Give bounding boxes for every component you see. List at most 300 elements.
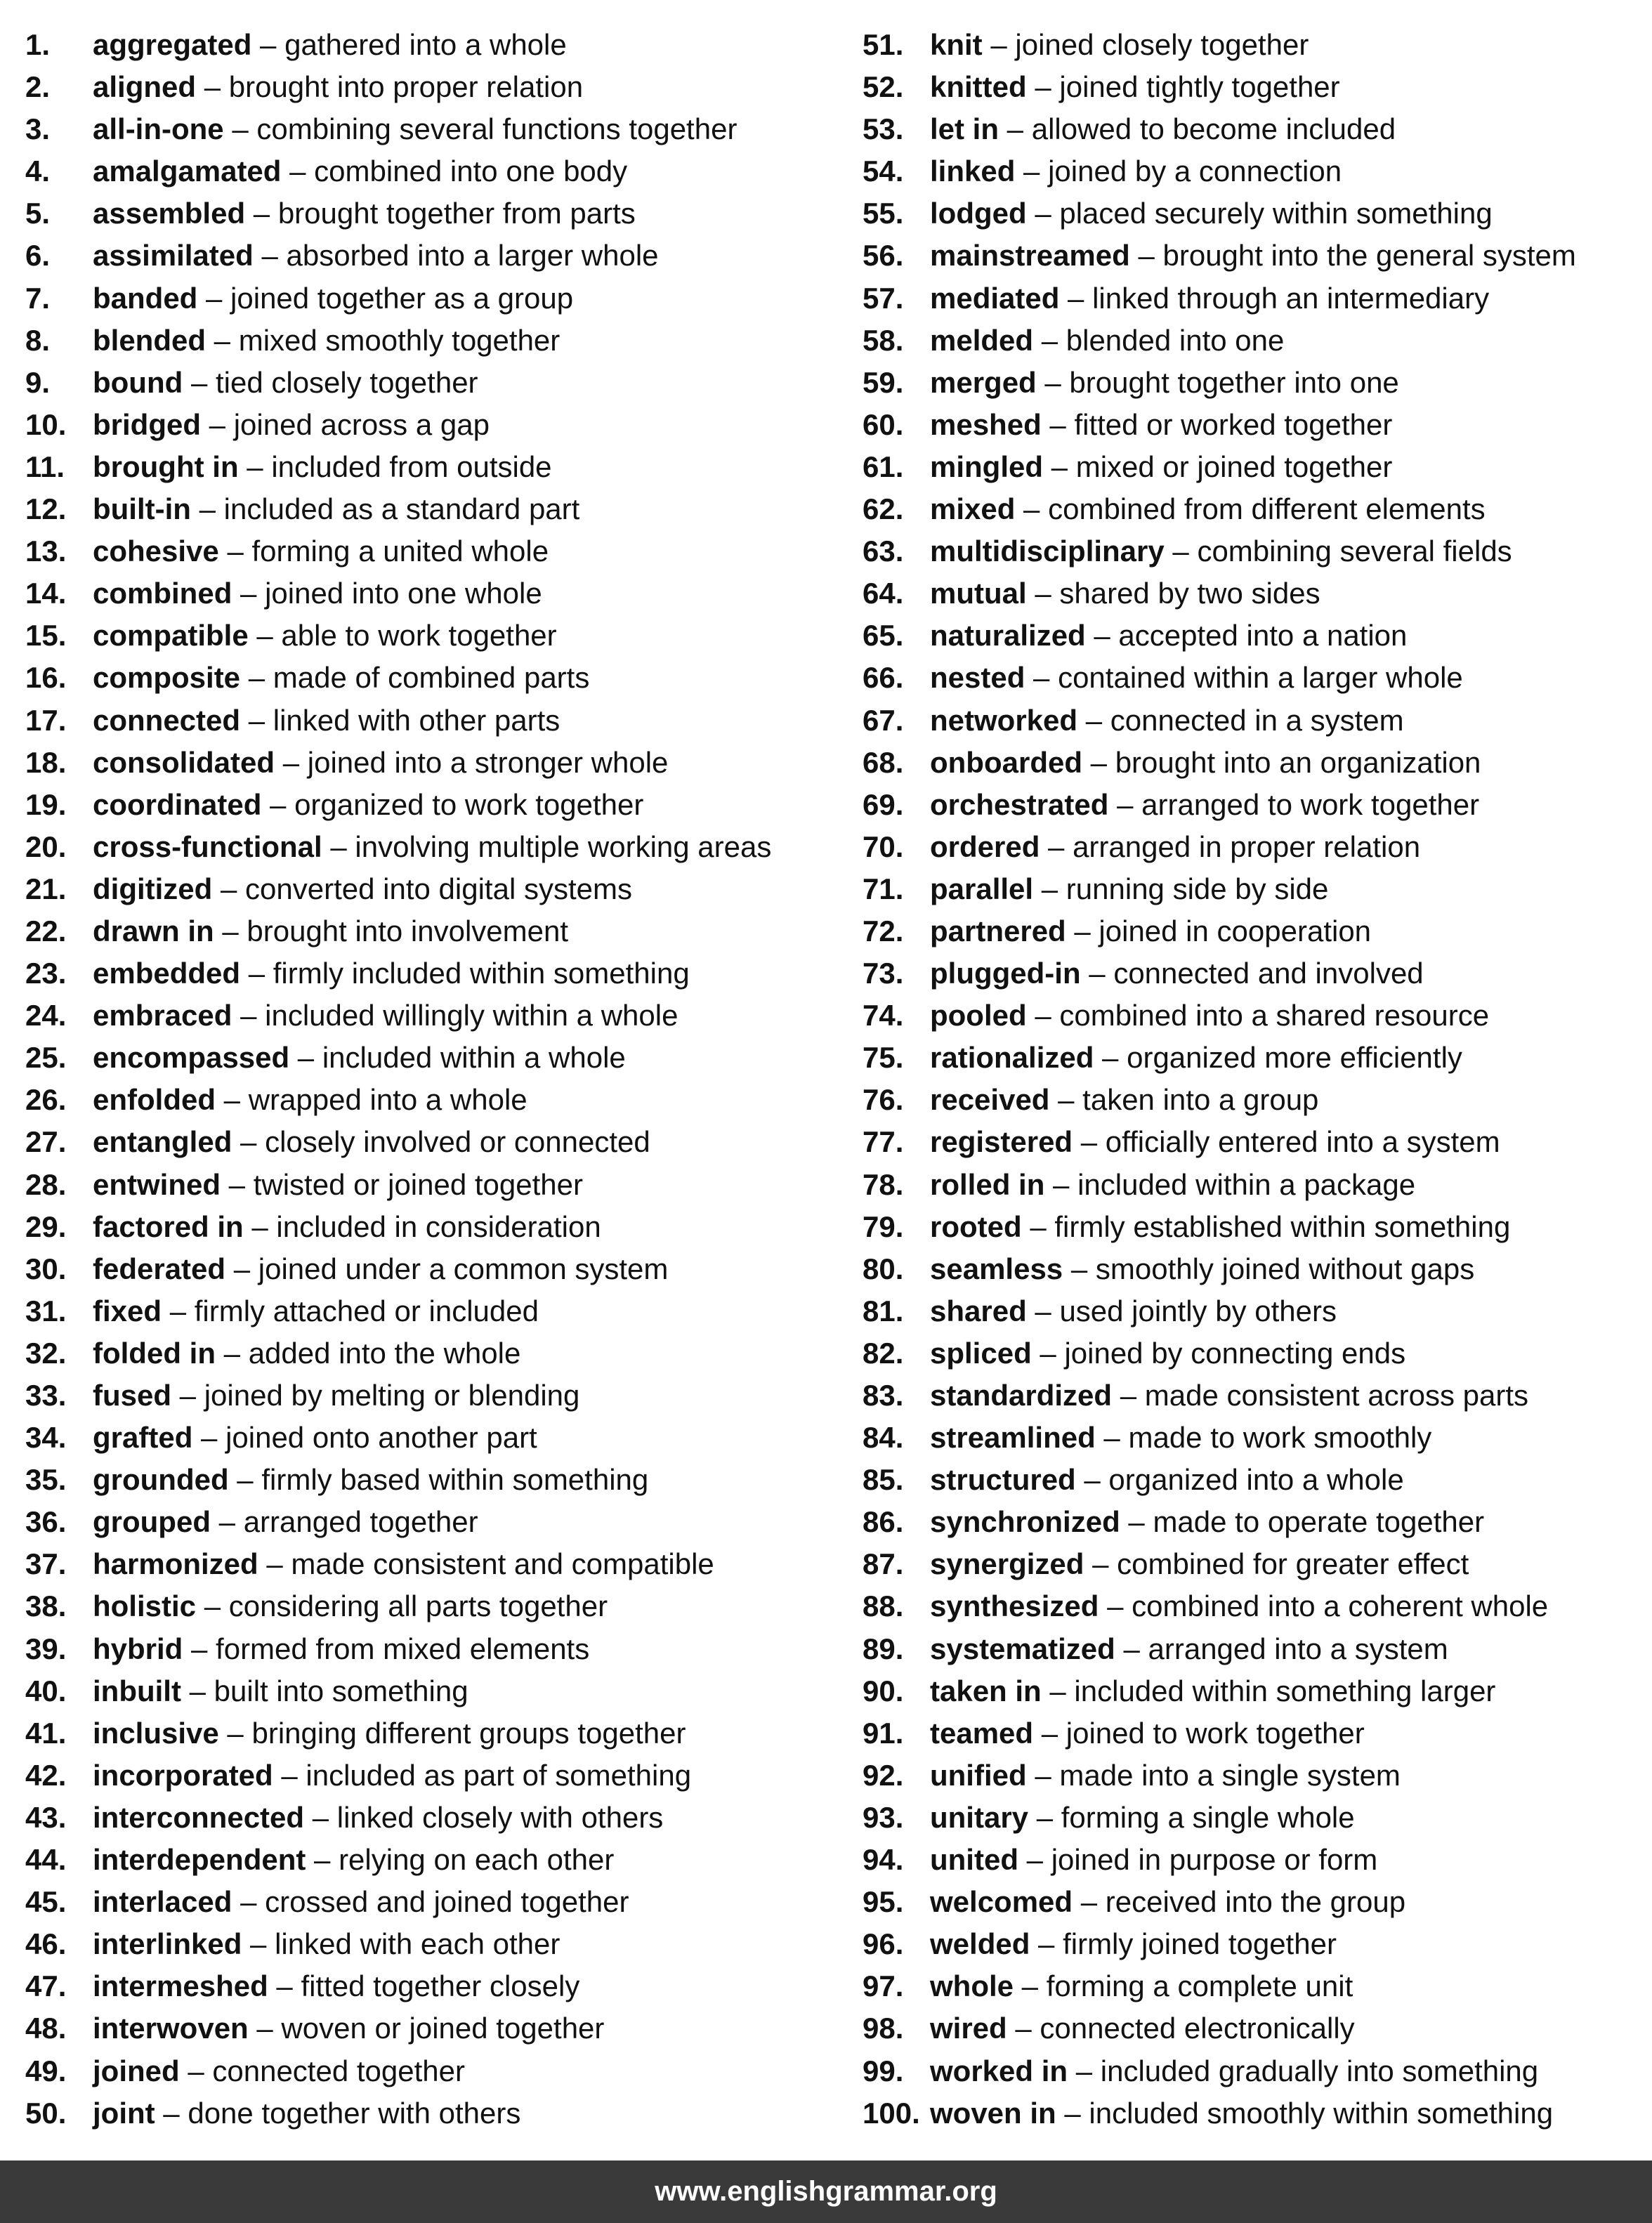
item-definition: combined into one body — [314, 155, 628, 188]
item-term: mediated — [930, 281, 1060, 315]
list-item — [863, 277, 1635, 320]
item-definition: organized to work together — [294, 787, 644, 821]
item-separator: – — [1082, 745, 1115, 779]
list-item — [863, 1248, 1635, 1290]
item-separator: – — [1108, 787, 1142, 821]
item-separator: – — [1095, 1421, 1129, 1455]
item-number: 46. — [25, 1927, 67, 1961]
footer-url: www.englishgrammar.org — [655, 2176, 997, 2207]
item-number: 57. — [863, 281, 904, 315]
list-item — [25, 615, 861, 657]
item-number: 68. — [863, 745, 904, 779]
item-number: 61. — [863, 450, 904, 483]
item-number: 73. — [863, 957, 904, 990]
item-term: multidisciplinary — [930, 535, 1165, 568]
item-definition: joined together as a group — [230, 281, 574, 315]
item-term: interconnected — [93, 1800, 305, 1834]
item-term: let in — [930, 112, 999, 146]
item-number: 58. — [863, 323, 904, 357]
item-definition: connected electronically — [1040, 2012, 1355, 2045]
item-definition: relying on each other — [339, 1843, 615, 1877]
item-number: 95. — [863, 1885, 904, 1919]
item-definition: firmly established within something — [1054, 1209, 1511, 1243]
item-term: networked — [930, 703, 1078, 737]
list-item — [25, 952, 861, 995]
item-definition: combined from different elements — [1048, 492, 1486, 526]
item-term: orchestrated — [930, 787, 1109, 821]
item-number: 99. — [863, 2054, 904, 2087]
item-definition: firmly attached or included — [194, 1294, 539, 1327]
item-definition: included willingly within a whole — [265, 999, 678, 1032]
item-number: 91. — [863, 1716, 904, 1750]
item-definition: bringing different groups together — [251, 1716, 686, 1750]
item-separator: – — [1014, 1969, 1047, 2003]
item-number: 56. — [863, 239, 904, 273]
item-definition: able to work together — [281, 619, 557, 653]
item-separator: – — [183, 365, 216, 399]
item-number: 66. — [863, 661, 904, 695]
item-definition: brought into proper relation — [228, 70, 584, 104]
list-item — [863, 826, 1635, 868]
list-item — [25, 1712, 861, 1755]
list-item — [863, 1755, 1635, 1797]
item-number: 10. — [25, 407, 67, 441]
item-separator: – — [192, 1421, 226, 1455]
item-number: 49. — [25, 2054, 67, 2087]
item-term: consolidated — [93, 745, 275, 779]
list-item — [25, 66, 861, 108]
item-number: 38. — [25, 1589, 67, 1623]
item-separator: – — [214, 914, 247, 947]
item-separator: – — [245, 197, 278, 230]
item-separator: – — [196, 1589, 229, 1623]
list-item — [25, 572, 861, 615]
item-separator: – — [1115, 1632, 1148, 1665]
item-term: factored in — [93, 1209, 244, 1243]
item-separator: – — [1033, 1716, 1066, 1750]
item-term: fused — [93, 1379, 172, 1412]
item-definition: combining several fields — [1197, 535, 1512, 568]
list-item — [863, 657, 1635, 699]
list-item — [863, 150, 1635, 192]
list-item — [25, 1332, 861, 1375]
item-definition: taken into a group — [1082, 1083, 1319, 1117]
item-separator: – — [232, 999, 266, 1032]
item-separator: – — [242, 1927, 275, 1961]
item-definition: firmly joined together — [1063, 1927, 1337, 1961]
list-item — [863, 66, 1635, 108]
list-item — [25, 1459, 861, 1501]
item-number: 4. — [25, 155, 51, 188]
item-term: synchronized — [930, 1505, 1120, 1539]
item-term: incorporated — [93, 1758, 273, 1792]
list-item — [863, 1881, 1635, 1923]
item-definition: running side by side — [1066, 872, 1329, 905]
item-definition: used jointly by others — [1059, 1294, 1337, 1327]
item-term: seamless — [930, 1252, 1063, 1285]
list-item — [863, 1164, 1635, 1206]
list-item — [863, 1923, 1635, 1965]
item-definition: built into something — [214, 1674, 468, 1707]
item-separator: – — [228, 1463, 262, 1497]
item-definition: included from outside — [271, 450, 552, 483]
list-item — [863, 700, 1635, 742]
item-separator: – — [1077, 703, 1110, 737]
item-number: 64. — [863, 577, 904, 610]
list-item — [25, 657, 861, 699]
list-item — [863, 404, 1635, 446]
item-separator: – — [1080, 957, 1114, 990]
item-separator: – — [240, 703, 273, 737]
item-term: spliced — [930, 1336, 1032, 1370]
item-number: 63. — [863, 535, 904, 568]
item-definition: made to operate together — [1153, 1505, 1485, 1539]
list-item — [863, 1206, 1635, 1248]
item-number: 92. — [863, 1758, 904, 1792]
item-number: 27. — [25, 1125, 67, 1159]
item-number: 80. — [863, 1252, 904, 1285]
item-definition: accepted into a nation — [1118, 619, 1408, 653]
list-item — [25, 2007, 861, 2050]
list-item — [25, 1628, 861, 1670]
item-number: 33. — [25, 1379, 67, 1412]
item-term: cross-functional — [93, 829, 322, 863]
item-definition: joined by connecting ends — [1064, 1336, 1406, 1370]
item-term: parallel — [930, 872, 1034, 905]
list-item — [25, 1965, 861, 2007]
list-item — [863, 1712, 1635, 1755]
item-separator: – — [1007, 2012, 1040, 2045]
item-number: 34. — [25, 1421, 67, 1455]
item-separator: – — [1033, 872, 1066, 905]
item-term: aligned — [93, 70, 197, 104]
item-separator: – — [1031, 1336, 1065, 1370]
item-number: 15. — [25, 619, 67, 653]
item-term: federated — [93, 1252, 226, 1285]
item-separator: – — [238, 450, 272, 483]
item-term: melded — [930, 323, 1034, 357]
item-definition: joined in purpose or form — [1051, 1843, 1378, 1877]
item-separator: – — [1068, 2054, 1101, 2087]
item-separator: – — [223, 112, 257, 146]
item-term: nested — [930, 661, 1025, 695]
item-separator: – — [1041, 407, 1075, 441]
item-separator: – — [1112, 1379, 1145, 1412]
item-definition: converted into digital systems — [245, 872, 632, 905]
item-separator: – — [258, 1547, 291, 1581]
item-term: composite — [93, 661, 241, 695]
item-number: 93. — [863, 1800, 904, 1834]
item-number: 14. — [25, 577, 67, 610]
item-separator: – — [1025, 661, 1058, 695]
item-definition: joined closely together — [1015, 28, 1309, 61]
item-definition: forming a single whole — [1061, 1800, 1355, 1834]
item-number: 69. — [863, 787, 904, 821]
item-definition: included as part of something — [306, 1758, 692, 1792]
item-separator: – — [1033, 323, 1066, 357]
list-item — [25, 192, 861, 235]
list-item — [25, 1881, 861, 1923]
item-number: 72. — [863, 914, 904, 947]
item-number: 78. — [863, 1167, 904, 1201]
item-number: 21. — [25, 872, 67, 905]
word-list-column-left — [25, 24, 861, 2135]
list-item — [25, 1839, 861, 1881]
item-term: encompassed — [93, 1041, 290, 1075]
item-definition: included within a package — [1077, 1167, 1416, 1201]
item-term: built-in — [93, 492, 191, 526]
item-separator: – — [1018, 1843, 1051, 1877]
list-item — [863, 2050, 1635, 2092]
item-definition: made consistent and compatible — [291, 1547, 714, 1581]
item-number: 32. — [25, 1336, 67, 1370]
item-number: 45. — [25, 1885, 67, 1919]
item-definition: combining several functions together — [256, 112, 738, 146]
list-item — [863, 1628, 1635, 1670]
item-definition: fitted or worked together — [1074, 407, 1393, 441]
item-definition: formed from mixed elements — [216, 1632, 590, 1665]
item-term: mainstreamed — [930, 239, 1130, 273]
list-item — [863, 1585, 1635, 1627]
word-list-column-right — [863, 24, 1635, 2135]
item-definition: closely involved or connected — [265, 1125, 650, 1159]
list-item — [863, 1670, 1635, 1712]
item-separator: – — [1059, 281, 1093, 315]
item-definition: organized more efficiently — [1127, 1041, 1462, 1075]
list-item — [863, 1543, 1635, 1585]
item-separator: – — [1040, 829, 1073, 863]
item-number: 6. — [25, 239, 51, 273]
item-separator: – — [1085, 619, 1119, 653]
item-number: 31. — [25, 1294, 67, 1327]
item-separator: – — [232, 1885, 266, 1919]
item-term: received — [930, 1083, 1050, 1117]
item-term: blended — [93, 323, 206, 357]
item-separator: – — [1129, 239, 1163, 273]
item-separator: – — [232, 577, 266, 610]
item-separator: – — [1063, 1252, 1096, 1285]
list-item — [863, 192, 1635, 235]
list-item — [25, 1164, 861, 1206]
item-number: 50. — [25, 2096, 67, 2130]
item-term: joined — [93, 2054, 180, 2087]
item-number: 70. — [863, 829, 904, 863]
item-term: coordinated — [93, 787, 262, 821]
item-separator: – — [1026, 1294, 1060, 1327]
list-item — [25, 320, 861, 362]
item-separator: – — [322, 829, 355, 863]
list-item — [25, 1206, 861, 1248]
item-separator: – — [248, 619, 282, 653]
item-term: systematized — [930, 1632, 1115, 1665]
item-definition: twisted or joined together — [253, 1167, 583, 1201]
item-term: mutual — [930, 577, 1027, 610]
list-item — [25, 1670, 861, 1712]
item-number: 97. — [863, 1969, 904, 2003]
item-number: 23. — [25, 957, 67, 990]
item-term: knitted — [930, 70, 1027, 104]
site-footer — [0, 2160, 1652, 2223]
item-term: bound — [93, 365, 183, 399]
list-item — [863, 2007, 1635, 2050]
item-number: 39. — [25, 1632, 67, 1665]
item-definition: gathered into a whole — [284, 28, 567, 61]
item-term: registered — [930, 1125, 1073, 1159]
list-item — [863, 1839, 1635, 1881]
item-definition: linked with other parts — [273, 703, 560, 737]
list-item — [863, 446, 1635, 488]
item-term: worked in — [930, 2054, 1068, 2087]
item-term: holistic — [93, 1589, 197, 1623]
item-number: 13. — [25, 535, 67, 568]
item-definition: made consistent across parts — [1144, 1379, 1529, 1412]
item-separator: – — [206, 323, 239, 357]
list-item — [25, 1543, 861, 1585]
item-number: 96. — [863, 1927, 904, 1961]
item-definition: arranged together — [243, 1505, 478, 1539]
list-item — [863, 1375, 1635, 1417]
item-definition: placed securely within something — [1059, 197, 1493, 230]
item-number: 77. — [863, 1125, 904, 1159]
item-definition: included smoothly within something — [1089, 2096, 1554, 2130]
item-term: enfolded — [93, 1083, 216, 1117]
list-item — [863, 868, 1635, 910]
item-separator: – — [1043, 450, 1076, 483]
item-definition: mixed or joined together — [1075, 450, 1393, 483]
item-definition: arranged in proper relation — [1073, 829, 1421, 863]
item-separator: – — [1026, 999, 1060, 1032]
item-definition: joined onto another part — [225, 1421, 537, 1455]
item-term: fixed — [93, 1294, 162, 1327]
item-term: brought in — [93, 450, 239, 483]
item-separator: – — [275, 745, 308, 779]
item-definition: joined into one whole — [265, 577, 542, 610]
item-number: 5. — [25, 197, 51, 230]
item-term: streamlined — [930, 1421, 1096, 1455]
list-item — [25, 2092, 861, 2135]
item-term: bridged — [93, 407, 201, 441]
list-item — [25, 1797, 861, 1839]
item-definition: added into the whole — [248, 1336, 521, 1370]
item-definition: considering all parts together — [228, 1589, 608, 1623]
item-separator: – — [1084, 1547, 1117, 1581]
item-term: linked — [930, 155, 1016, 188]
item-definition: joined across a gap — [233, 407, 490, 441]
item-separator: – — [268, 1969, 301, 2003]
list-item — [25, 1375, 861, 1417]
item-definition: included as a standard part — [223, 492, 580, 526]
list-item — [863, 1290, 1635, 1332]
list-item — [863, 362, 1635, 404]
item-separator: – — [1041, 1674, 1075, 1707]
item-separator: – — [1026, 577, 1060, 610]
item-number: 71. — [863, 872, 904, 905]
item-term: joint — [93, 2096, 155, 2130]
item-definition: firmly included within something — [273, 957, 690, 990]
list-item — [863, 530, 1635, 572]
list-item — [863, 108, 1635, 150]
item-definition: brought together into one — [1069, 365, 1399, 399]
item-term: entwined — [93, 1167, 221, 1201]
list-item — [25, 1290, 861, 1332]
item-term: folded in — [93, 1336, 216, 1370]
list-item — [25, 1248, 861, 1290]
item-separator: – — [1044, 1167, 1078, 1201]
item-number: 94. — [863, 1843, 904, 1877]
item-number: 90. — [863, 1674, 904, 1707]
item-number: 29. — [25, 1209, 67, 1243]
item-term: knit — [930, 28, 983, 61]
item-term: cohesive — [93, 535, 219, 568]
item-term: pooled — [930, 999, 1027, 1032]
item-number: 36. — [25, 1505, 67, 1539]
item-definition: woven or joined together — [281, 2012, 605, 2045]
item-definition: combined into a shared resource — [1059, 999, 1490, 1032]
item-separator: – — [1066, 914, 1099, 947]
item-number: 82. — [863, 1336, 904, 1370]
item-term: digitized — [93, 872, 213, 905]
item-term: merged — [930, 365, 1037, 399]
item-separator: – — [1015, 155, 1049, 188]
item-term: assimilated — [93, 239, 254, 273]
list-item — [863, 2092, 1635, 2135]
item-separator: – — [218, 535, 252, 568]
item-number: 65. — [863, 619, 904, 653]
item-definition: brought into involvement — [247, 914, 569, 947]
item-term: banded — [93, 281, 198, 315]
item-separator: – — [240, 957, 273, 990]
item-separator: – — [999, 112, 1032, 146]
item-separator: – — [1073, 1125, 1106, 1159]
item-definition: connected and involved — [1113, 957, 1424, 990]
item-separator: – — [240, 661, 273, 695]
item-number: 42. — [25, 1758, 67, 1792]
item-number: 89. — [863, 1632, 904, 1665]
item-definition: wrapped into a whole — [248, 1083, 527, 1117]
item-term: wired — [930, 2012, 1007, 2045]
item-separator: – — [1075, 1463, 1109, 1497]
item-definition: forming a complete unit — [1046, 1969, 1353, 2003]
item-definition: joined by melting or blending — [204, 1379, 580, 1412]
list-item — [25, 826, 861, 868]
item-separator: – — [216, 1083, 249, 1117]
item-term: interlinked — [93, 1927, 242, 1961]
item-number: 53. — [863, 112, 904, 146]
item-number: 12. — [25, 492, 67, 526]
item-number: 79. — [863, 1209, 904, 1243]
item-separator: – — [1049, 1083, 1083, 1117]
item-number: 76. — [863, 1083, 904, 1117]
item-definition: joined into a stronger whole — [307, 745, 669, 779]
list-item — [863, 995, 1635, 1037]
item-separator: – — [304, 1800, 337, 1834]
item-definition: made into a single system — [1059, 1758, 1401, 1792]
item-number: 17. — [25, 703, 67, 737]
list-item — [863, 572, 1635, 615]
list-item — [25, 1079, 861, 1121]
item-term: assembled — [93, 197, 246, 230]
item-separator: – — [1094, 1041, 1127, 1075]
item-term: aggregated — [93, 28, 252, 61]
item-separator: – — [1164, 535, 1198, 568]
list-item — [863, 952, 1635, 995]
item-term: rolled in — [930, 1167, 1045, 1201]
item-definition: done together with others — [188, 2096, 521, 2130]
item-number: 43. — [25, 1800, 67, 1834]
list-item — [25, 24, 861, 66]
item-term: meshed — [930, 407, 1042, 441]
item-separator: – — [179, 2054, 213, 2087]
